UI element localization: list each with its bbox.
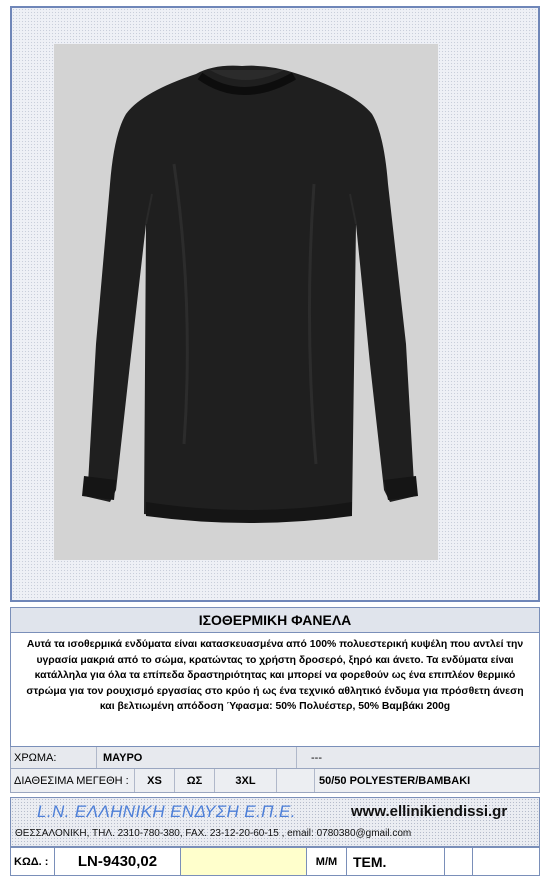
size-option-empty [277,769,315,792]
code-row [10,847,540,876]
pieces-cell-1[interactable] [445,848,473,875]
website-link[interactable]: www.ellinikiendissi.gr [351,803,508,820]
company-name: L.N. ΕΛΛΗΝΙΚΗ ΕΝΔΥΣΗ Ε.Π.Ε. [37,802,296,821]
sizes-label: ΔΙΑΘΕΣΙΜΑ ΜΕΓΕΘΗ : [11,769,135,792]
contact-band [10,797,540,847]
size-option: ΩΣ [175,769,215,792]
code-value: LN-9430,02 [55,848,181,875]
product-description: Αυτά τα ισοθερμικά ενδύματα είναι κατασκευασμένα από 100% πολυεστερική κυψέλη που αντλεί την υγρασία μακριά από το σώμα, κρατώντας το χρήστη δροσερό, ξηρό και άνετο. Τα ενδύματα είναι κατάλληλα για όλα τα επίπεδα δραστηριότητας και μπορεί να φορεθούν ως ένα επιπλέον θερμικό στρώμα για τον ρουχισμό εργασίας στο κρύο ή ως ένα τεχνικό αθλητικό ένδυμα για πρόσθετη άνεση και βελτιωμένη απόδοση Ύφασμα: 50% Πολυέστερ, 50% Βαμβάκι 200g [26,639,524,713]
size-option: 3XL [215,769,277,792]
color-label: ΧΡΩΜΑ: [11,747,97,768]
pieces-label: ΤΕΜ. [347,848,445,875]
pieces-cell-2[interactable] [473,848,539,875]
thermal-shirt-image [54,44,438,560]
color-row [10,747,540,769]
product-image-frame [10,6,540,602]
color-value: ΜΑΥΡΟ [97,747,297,768]
code-label: ΚΩΔ. : [11,848,55,875]
product-photo [54,44,438,560]
fabric-composition: 50/50 POLYESTER/BAMBAKI [319,774,471,787]
code-input-cell[interactable] [181,848,307,875]
color-extra: --- [311,751,322,764]
unit-label: Μ/Μ [307,848,347,875]
size-option: XS [135,769,175,792]
product-title: ΙΣΟΘΕΡΜΙΚΗ ΦΑΝΕΛΑ [11,608,539,633]
product-info-panel [10,607,540,747]
company-address: ΘΕΣΣΑΛΟΝΙΚΗ, ΤΗΛ. 2310-780-380, FAX. 23-12-20-60-15 , email: 0780380@gmail.com [15,828,412,839]
product-sheet [8,4,542,876]
sizes-row [10,769,540,793]
